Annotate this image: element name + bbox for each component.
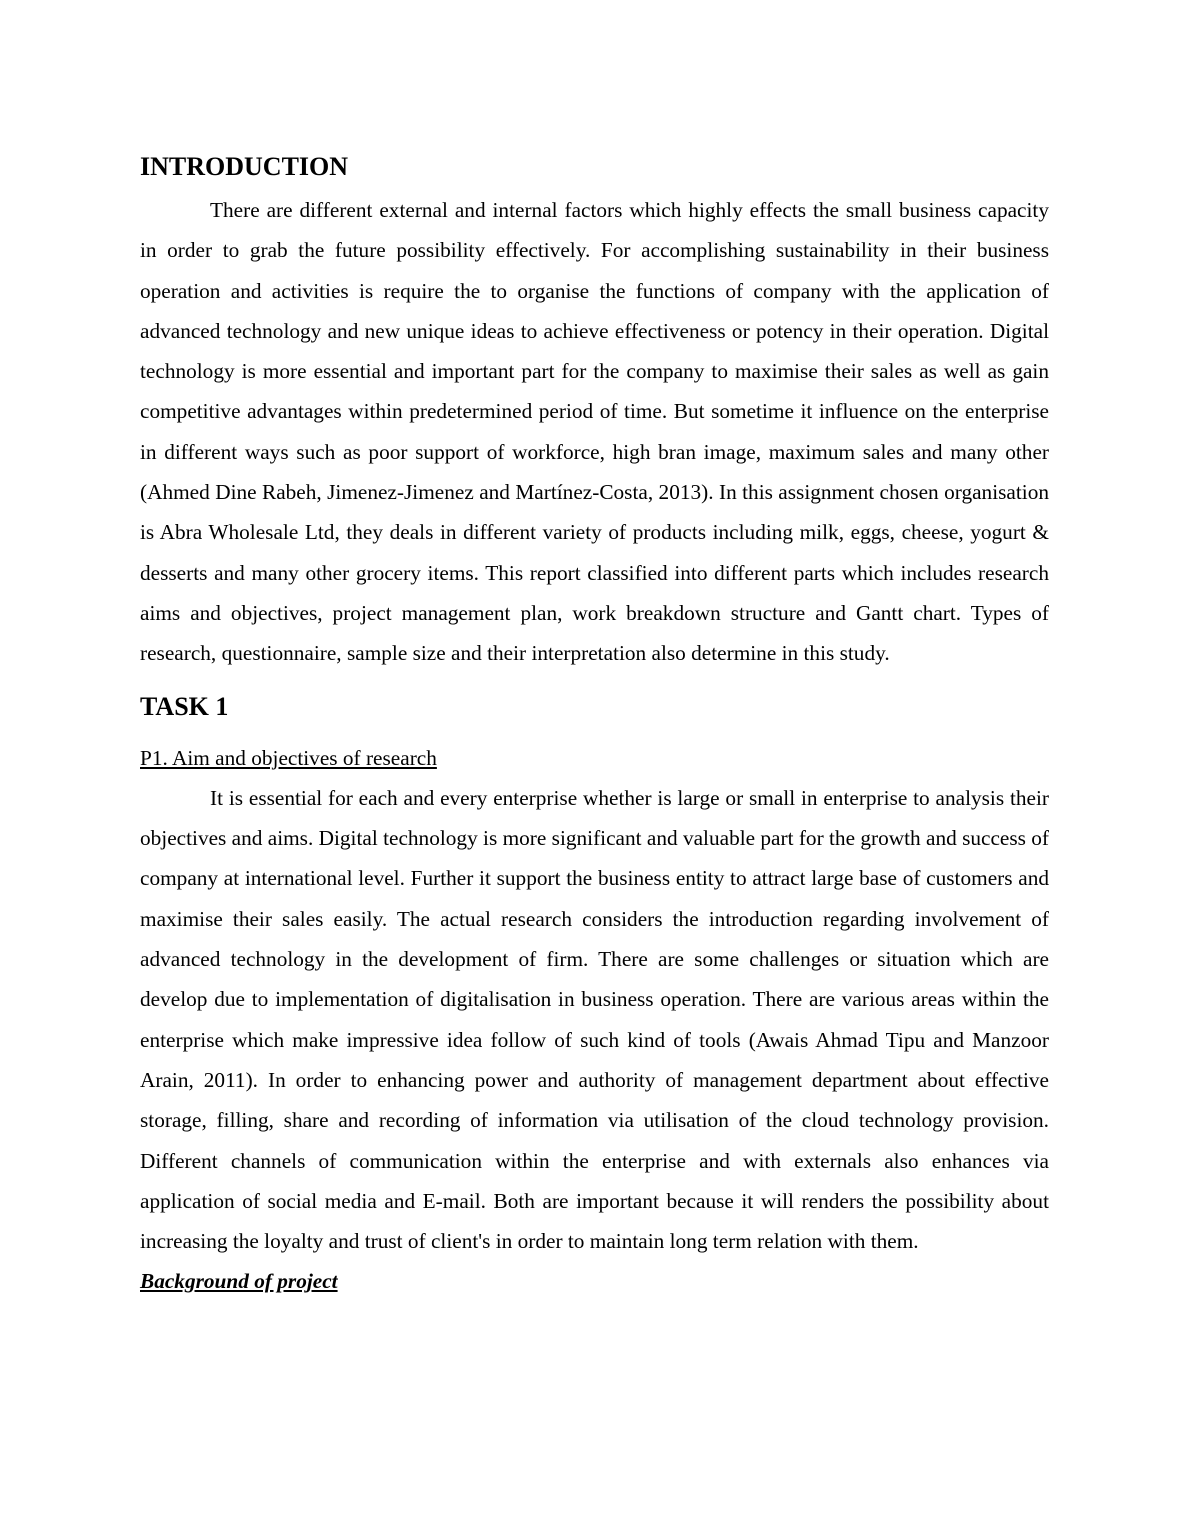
task-1-heading: TASK 1 — [140, 691, 229, 721]
document-page — [140, 150, 1049, 1302]
p1-section-title: P1. Aim and objectives of research — [140, 745, 437, 770]
background-of-project-heading: Background of project — [140, 1269, 338, 1294]
p1-section-paragraph: It is essential for each and every enterprise whether is large or small in enterprise to analysis their objectives and aims. Digital technology is more significant and valuable part for the growth and success of company at international level. Further it support the business entity to attract large base of customers and maximise their sales easily. The actual research considers the introduction regarding involvement of advanced technology in the development of firm. There are some challenges or situation which are develop due to implementation of digitalisation in business operation. There are various areas within the enterprise which make impressive idea follow of such kind of tools (Awais Ahmad Tipu and Manzoor Arain, 2011). In order to enhancing power and authority of management department about effective storage, filling, share and recording of information via utilisation of the cloud technology provision. Different channels of communication within the enterprise and with externals also enhances via application of social media and E-mail. Both are important because it will renders the possibility about increasing the loyalty and trust of client's in order to maintain long term relation with them. — [140, 785, 1050, 1254]
introduction-heading: INTRODUCTION — [140, 152, 349, 181]
introduction-paragraph: There are different external and internal factors which highly effects the small business capacity in order to grab the future possibility effectively. For accomplishing sustainability in their business operation and activities is require the to organise the functions of company with the application of advanced technology and new unique ideas to achieve effectiveness or potency in their operation. Digital technology is more essential and important part for the company to maximise their sales as well as gain competitive advantages within predetermined period of time. But sometime it influence on the enterprise in different ways such as poor support of workforce, high bran image, maximum sales and many other (Ahmed Dine Rabeh, Jimenez-Jimenez and Martínez-Costa, 2013). In this assignment chosen organisation is Abra Wholesale Ltd, they deals in different variety of products including milk, eggs, cheese, yogurt & desserts and many other grocery items. This report classified into different parts which includes research aims and objectives, project management plan, work breakdown structure and Gantt chart. Types of research, questionnaire, sample size and their interpretation also determine in this study. — [140, 198, 1049, 666]
